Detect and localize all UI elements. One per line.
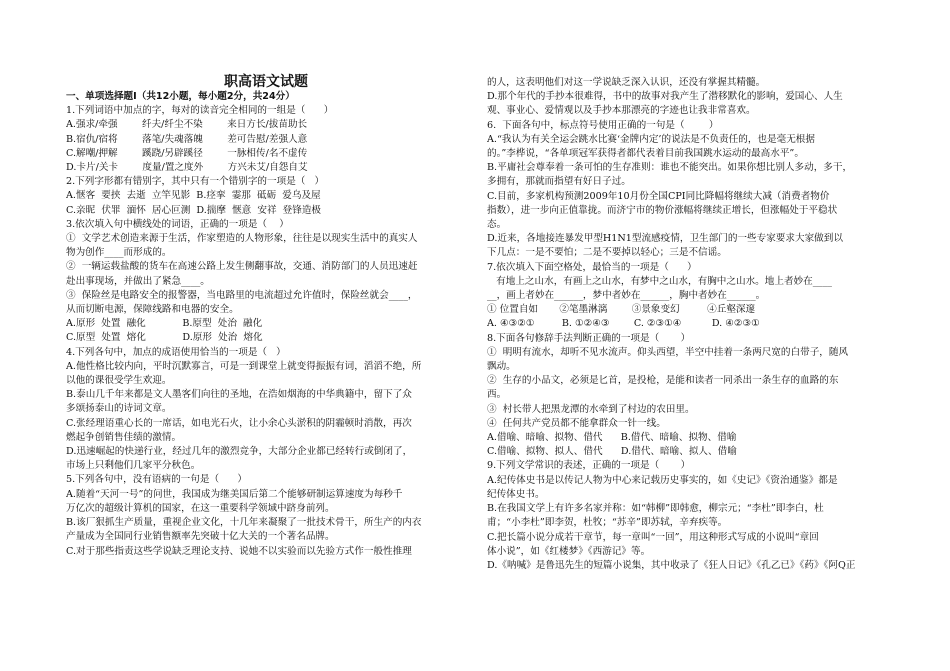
text-line: A.原形 处置 融化 B.原型 处治 融化	[66, 318, 263, 330]
text-line: C.原型 处置 熔化 D.原形 处治 熔化	[66, 332, 263, 344]
text-line: 多拥有，那就而指望有好日子过。	[487, 176, 631, 188]
text-line: 万亿次的超级计算机的国家，在这一重要科学领域中跻身前列。	[66, 502, 335, 514]
text-line: 从而切断电源，保障线路和电器的安全。	[66, 304, 239, 316]
page-title: 职高语文试题	[224, 74, 308, 90]
text-line: A.强求/牵强 纤夫/纤尘不染 来日方长/拔苗助长	[66, 119, 308, 131]
text-line: 6. 下面各句中，标点符号使用正确的一句是（ ）	[487, 119, 719, 131]
text-line: 2.下列字形都有错别字，其中只有一个错别字的一项是（ ）	[66, 176, 325, 188]
text-line: D.《呐喊》是鲁迅先生的短篇小说集，其中收录了《狂人日记》《孔乙已》《药》《阿Q正	[487, 559, 856, 571]
text-line: ② 一辆运载盐酸的货车在高速公路上发生侧翻事故，交通、消防部门的人员迅速赶	[66, 261, 418, 273]
text-line: 观、事业心、爱情观以及手抄本那漂亮的字迹也让我非常喜欢。	[487, 105, 756, 117]
text-line: 下几点：一是不要怕；二是不要掉以轻心；三是不信谣。	[487, 247, 727, 259]
text-line: 飘动。	[487, 361, 516, 373]
text-line: ① 位置自如 ②笔墨淋漓 ③景象变幻 ④丘壑深邃	[487, 304, 756, 316]
text-line: A.“我认为有关全运会跳水比赛‘金牌内定’的说法是不负责任的，也是毫无根据	[487, 133, 815, 145]
text-line: 9.下列文学常识的表述，正确的一项是（ ）	[487, 460, 691, 472]
text-line: 4.下列各句中，加点的成语使用恰当的一项是（ ）	[66, 346, 286, 358]
text-line: C.对于那些指责这些学说缺乏理论支持、说她不以实验而以先验方式作一般性推理	[66, 545, 412, 557]
text-line: C.借喻、拟物、拟人、借代 D.借代、暗喻、拟人、借喻	[487, 446, 737, 458]
text-line: 物为创作____而形成的。	[66, 247, 172, 259]
text-line: C.张经理语重心长的一席话，如电光石火，让小余心头淤积的阴霾顿时消散，再次	[66, 417, 412, 429]
text-line: A.惬客 要挟 去逝 立竿见影 B.痉挛 霎那 砥砺 爱乌及屋	[66, 190, 321, 202]
text-line: 的人，这表明他们对这一学说缺乏深入认识，还没有掌握其精髓。	[487, 77, 766, 88]
text-line: C.把长篇小说分成若干章节，每一章叫“一回”，用这种形式写成的小说叫“章回	[487, 531, 819, 543]
text-line: 以他的课很受学生欢迎。	[66, 375, 172, 387]
text-line: 多颂扬泰山的诗词文章。	[66, 403, 172, 415]
text-line: ② 生存的小品文，必须是匕首，是投枪，是能和读者一同杀出一条生存的血路的东	[487, 375, 839, 387]
text-line: ③ 保险丝是电路安全的报警器，当电路里的电流超过允许值时，保险丝就会____，	[66, 289, 418, 301]
text-line: A.纪传体史书是以传记人物为中心来记载历史事实的，如《史记》《资治通鉴》都是	[487, 474, 838, 486]
text-line: 甫；“小李杜”即李贺，杜牧；“苏辛”即苏轼，辛弃疾等。	[487, 517, 728, 529]
text-line: D.那个年代的手抄本很难得，书中的故事对我产生了潜移默化的影响，爱国心、人生	[487, 91, 843, 103]
text-line: 7.依次填入下面空格处，最恰当的一项是（ ）	[487, 261, 697, 273]
text-line: 1.下列词语中加点的字，每对的读音完全相同的一组是（ ）	[66, 105, 334, 117]
text-line: C.亲昵 伏罪 湎怀 居心叵测 D.揣摩 惬意 安祥 登锋造极	[66, 204, 322, 216]
text-line: 一、单项选择题Ⅰ（共12小题，每小题2分，共24分）	[66, 91, 295, 102]
text-line: D.近来，各地接连暴发甲型H1N1型流感疫情，卫生部门的一些专家要求大家做到以	[487, 233, 843, 245]
text-line: 体小说”，如《红楼梦》《西游记》等。	[487, 545, 651, 557]
text-line: 8.下面各句修辞手法判断正确的一项是（ ）	[487, 332, 691, 344]
right-column	[487, 76, 887, 573]
text-line: B.泰山几千年来都是文人墨客们向往的圣地，在浩如烟海的中华典籍中，留下了众	[66, 389, 412, 401]
text-line: 燃起争创销售佳绩的激情。	[66, 431, 182, 443]
text-line: C.解嘲/押解 蹊跷/另辟蹊径 一脉相传/名不虚传	[66, 147, 308, 159]
text-line: 的。”李桦说，“各单项冠军获得者都代表着目前我国跳水运动的最高水平”。	[487, 148, 804, 160]
text-line: B.平庸社会尊奉着一条可怕的生存准则：谁也不能突出。如果你想比别人多动，多干，	[487, 162, 853, 174]
text-line: D.迅速崛起的快递行业，经过几年的激烈竞争，大部分企业都已经转行或倒闭了，	[66, 446, 413, 458]
left-column	[66, 90, 466, 559]
text-line: 产量成为全国同行业销售额率先突破十亿大关的一个著名品牌。	[66, 531, 335, 543]
text-line: 西。	[487, 389, 507, 401]
text-line: A.他性格比较内向，平时沉默寡言，可是一到课堂上就变得振振有词，滔滔不绝，所	[66, 360, 422, 372]
text-line: 态。	[487, 219, 507, 231]
text-line: B.该厂狠抓生产质量，重视企业文化，十几年来凝聚了一批技术骨干，所生产的内衣	[66, 517, 422, 529]
text-line: A.借喻、暗喻、拟物、借代 B.借代、暗喻、拟物、借喻	[487, 432, 737, 444]
text-line: 有地上之山水，有画上之山水，有梦中之山水，有胸中之山水。地上者妙在____	[487, 275, 832, 287]
text-line: B.在我国文学上有许多名家并称：如“韩柳”即韩愈，柳宗元；“李杜”即李白，杜	[487, 503, 824, 515]
text-line: C.目前，多家机构预测2009年10月份全国CPI同比降幅将继续大减（消费者物价	[487, 190, 830, 202]
text-line: A. ④③②① B. ①②④③ C. ②③①④ D. ④②③①	[487, 318, 760, 330]
text-line: B.宿仇/宿将 落笔/失魂落魄 差可告慰/差强人意	[66, 133, 308, 145]
text-line: ① 文学艺术创造来源于生活，作家塑造的人物形象，往往是以现实生活中的真实人	[66, 233, 418, 245]
text-line: 赴出事现场，并做出了紧急____。	[66, 275, 210, 287]
text-line: 5.下列各句中，没有语病的一句是（ ）	[66, 474, 247, 486]
text-line: D.卡片/关卡 度量/置之度外 方兴未艾/自怨自艾	[66, 162, 308, 174]
text-line: 纪传体史书。	[487, 488, 545, 500]
text-line: 市场上只剩他们几家平分秋色。	[66, 460, 201, 472]
text-line: 3.依次填入句中横线处的词语，正确的一项是（ ）	[66, 218, 289, 230]
text-line: 指数），进一步向正值靠拢。而济宁市的物价涨幅将继续正增长，但涨幅处于平稳状	[487, 204, 838, 216]
text-line: ③ 村长带人把黑龙潭的水牵到了村边的农田里。	[487, 403, 695, 415]
text-line: A.随着“天河一号”的问世，我国成为继美国后第二个能够研制运算速度为每秒千	[66, 488, 403, 500]
text-line: ① 明明有流水，却听不见水流声。仰头西望，半空中挂着一条两尺宽的白带子，随风	[487, 346, 849, 358]
text-line: ④ 任何共产党员都不能拿群众一针一线。	[487, 417, 666, 429]
text-line: __，画上者妙在______，梦中者妙在______，胸中者妙在______。	[487, 290, 766, 302]
